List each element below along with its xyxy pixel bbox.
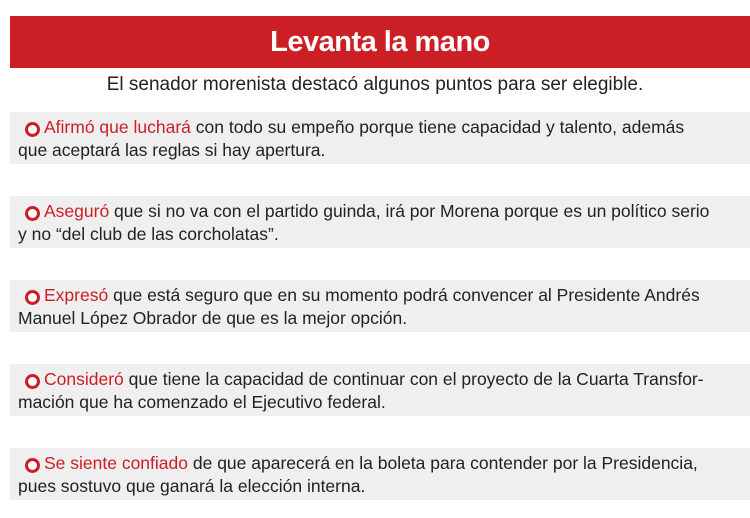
item-rest: que está seguro que en su momento podrá convencer al Presidente Andrés [108, 285, 700, 305]
item-lead: Afirmó que luchará [44, 117, 191, 137]
item-rest: con todo su empeño porque tiene capacidad y talento, además [190, 117, 685, 137]
title-banner [10, 16, 750, 68]
item-second-line: que aceptará las reglas si hay apertura. [18, 140, 326, 160]
item-lead: Aseguró [44, 201, 110, 221]
item-first-line [44, 368, 742, 391]
item-lead: Se siente confiado [44, 453, 188, 473]
subtitle: El senador morenista destacó algunos puntos para ser elegible. [106, 74, 644, 95]
item-lead: Consideró [44, 369, 124, 389]
list-item [10, 112, 750, 164]
item-first-line [44, 200, 742, 223]
list-item [10, 364, 750, 416]
circle-bullet-icon [25, 206, 40, 221]
list-item [10, 448, 750, 500]
item-first-line [44, 284, 742, 307]
circle-bullet-icon [25, 458, 40, 473]
item-rest: que si no va con el partido guinda, irá por Morena porque es un político serio [109, 201, 710, 221]
page-title: Levanta la mano [270, 25, 490, 58]
item-second-line: pues sostuvo que ganará la elección interna. [18, 476, 366, 496]
circle-bullet-icon [25, 290, 40, 305]
item-second-line: Manuel López Obrador de que es la mejor opción. [18, 308, 408, 328]
circle-bullet-icon [25, 374, 40, 389]
circle-bullet-icon [25, 122, 40, 137]
item-first-line [44, 452, 742, 475]
item-lead: Expresó [44, 285, 109, 305]
list-item [10, 196, 750, 248]
item-rest: de que aparecerá en la boleta para contender por la Presidencia, [188, 453, 698, 473]
item-second-line: y no “del club de las corcholatas”. [18, 224, 279, 244]
list-item [10, 280, 750, 332]
item-second-line: mación que ha comenzado el Ejecutivo federal. [18, 392, 386, 412]
item-rest: que tiene la capacidad de continuar con el proyecto de la Cuarta Transfor- [123, 369, 704, 389]
item-first-line [44, 116, 742, 139]
